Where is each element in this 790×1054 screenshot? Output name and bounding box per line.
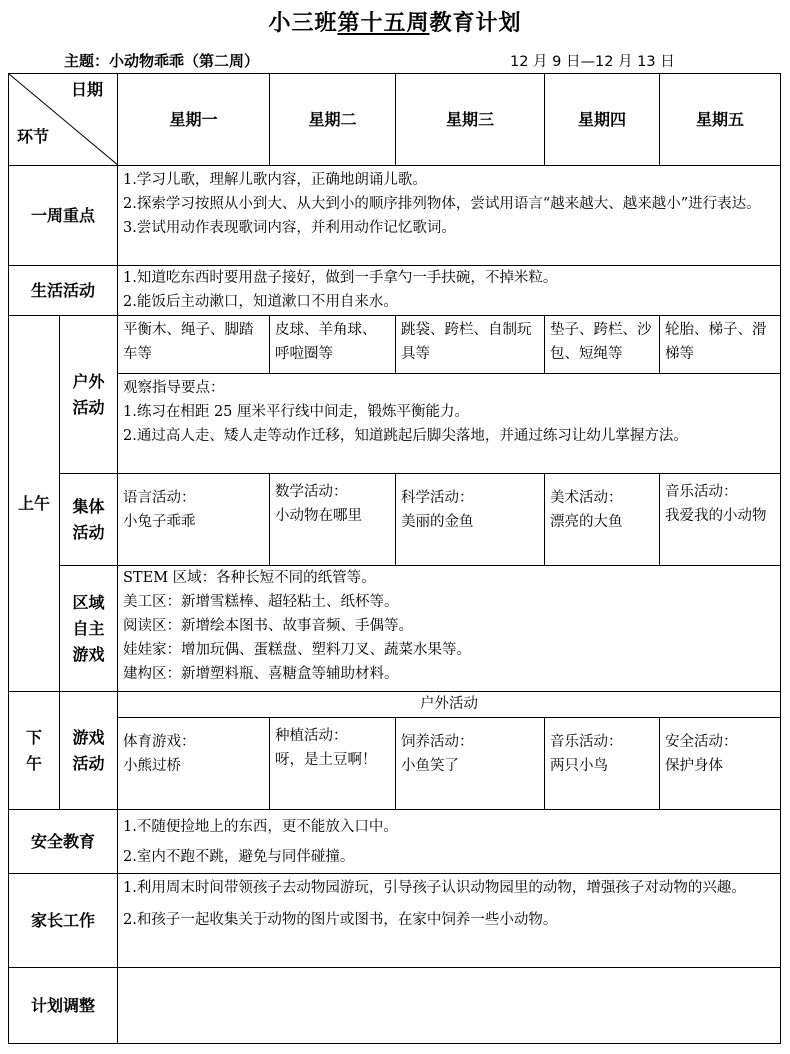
morning-label: 上午 [9,316,60,692]
activity-name: 我爱我的小动物 [665,508,767,524]
adjust-content[interactable] [118,968,781,1044]
weekly-focus-label: 一周重点 [9,166,118,266]
group-activity-friday [660,474,781,566]
parents-content [118,874,781,968]
games-banner: 户外活动 [118,692,781,718]
page-title [0,6,790,37]
day-thursday: 星期四 [545,74,660,166]
activity-name: 保护身体 [665,758,723,774]
areas-content [118,566,781,692]
life-row [9,266,781,316]
area-line: STEM 区域：各种长短不同的纸管等。 [123,570,376,586]
outdoor-guidance-row [9,374,781,474]
guidance-line: 2.通过高人走、矮人走等动作迁移，知道跳起后脚尖落地，并通过练习让幼儿掌握方法。 [123,428,688,444]
game-wednesday [396,718,545,810]
day-tuesday: 星期二 [270,74,396,166]
weekly-focus-row [9,166,781,266]
afternoon-games-row [9,718,781,810]
safety-content [118,810,781,874]
activity-type: 音乐活动： [550,734,623,750]
weekly-focus-line: 3.尝试用动作表现歌词内容，并利用动作记忆歌词。 [123,220,456,236]
activity-name: 小兔子乖乖 [123,514,196,530]
theme-text: 主题：小动物乖乖（第二周） [64,52,260,70]
activity-name: 美丽的金鱼 [401,514,474,530]
activity-type: 种植活动： [275,728,348,744]
activity-type: 饲养活动： [401,734,474,750]
guidance-content [118,374,781,474]
date-range: 12 月 9 日—12 月 13 日 [510,54,675,70]
area-line: 美工区：新增雪糕棒、超轻粘土、纸杯等。 [123,594,399,610]
corner-date-label: 日期 [70,80,103,99]
equipment-monday: 平衡木、绳子、脚踏车等 [118,316,270,374]
activity-name: 小熊过桥 [123,758,181,774]
group-activity-thursday [545,474,660,566]
weekly-focus-content [118,166,781,266]
group-activity-wednesday [396,474,545,566]
game-thursday [545,718,660,810]
safety-line: 2.室内不跑不跳，避免与同伴碰撞。 [123,849,355,865]
activity-type: 美术活动： [550,490,623,506]
day-monday: 星期一 [118,74,270,166]
title-class: 小三班 [268,10,338,36]
weekly-focus-line: 2.探索学习按照从小到大、从大到小的顺序排列物体，尝试用语言“越来越大、越来越小”进行表达。 [123,196,761,212]
activity-type: 安全活动： [665,734,738,750]
games-label [60,692,118,810]
outdoor-label-text: 户外活动 [72,371,105,417]
afternoon-label-text: 下午 [25,727,42,773]
safety-row [9,810,781,874]
game-tuesday [270,718,396,810]
game-friday [660,718,781,810]
activity-name: 小鱼笑了 [401,758,459,774]
plan-table [8,73,781,1044]
adjust-row [9,968,781,1044]
activity-type: 数学活动： [275,484,348,500]
area-line: 阅读区：新增绘本图书、故事音频、手偶等。 [123,618,413,634]
area-line: 建构区：新增塑料瓶、喜糖盒等辅助材料。 [123,666,399,682]
activity-type: 体育游戏： [123,734,196,750]
activity-name: 小动物在哪里 [275,508,362,524]
activity-type: 音乐活动： [665,484,738,500]
safety-line: 1.不随便捡地上的东西，更不能放入口中。 [123,819,398,835]
equipment-tuesday: 皮球、羊角球、呼啦圈等 [270,316,396,374]
activity-name: 两只小鸟 [550,758,608,774]
header-row [9,74,781,166]
group-label-text: 集体活动 [72,496,105,542]
day-friday: 星期五 [660,74,781,166]
title-week: 第十五周 [337,10,430,36]
corner-segment-label: 环节 [17,127,50,146]
parents-line: 2.和孩子一起收集关于动物的图片或图书，在家中饲养一些小动物。 [123,912,558,928]
corner-cell [9,74,118,166]
activity-type: 科学活动： [401,490,474,506]
group-activity-monday [118,474,270,566]
adjust-label: 计划调整 [9,968,118,1044]
areas-label [60,566,118,692]
life-line: 2.能饭后主动漱口，知道漱口不用自来水。 [123,294,398,310]
activity-type: 语言活动： [123,490,196,506]
life-content [118,266,781,316]
title-plan: 教育计划 [429,10,522,36]
guidance-line: 观察指导要点： [123,380,225,396]
equipment-friday: 轮胎、梯子、滑梯等 [660,316,781,374]
subtitle-line [0,50,790,72]
game-monday [118,718,270,810]
activity-name: 漂亮的大鱼 [550,514,623,530]
activity-name: 呀，是土豆啊！ [275,752,377,768]
group-activity-tuesday [270,474,396,566]
safety-label: 安全教育 [9,810,118,874]
day-wednesday: 星期三 [396,74,545,166]
guidance-line: 1.练习在相距 25 厘米平行线中间走，锻炼平衡能力。 [123,404,470,420]
areas-label-text: 区域自主游戏 [72,592,105,664]
life-label: 生活活动 [9,266,118,316]
afternoon-banner-row [9,692,781,718]
equipment-thursday: 垫子、跨栏、沙包、短绳等 [545,316,660,374]
outdoor-equipment-row [9,316,781,374]
parents-row [9,874,781,968]
games-label-text: 游戏活动 [72,727,105,773]
afternoon-label [9,692,60,810]
group-label [60,474,118,566]
outdoor-label [60,316,118,474]
parents-label: 家长工作 [9,874,118,968]
area-line: 娃娃家：增加玩偶、蛋糕盘、塑料刀叉、蔬菜水果等。 [123,642,471,658]
equipment-wednesday: 跳袋、跨栏、自制玩具等 [396,316,545,374]
weekly-focus-line: 1.学习儿歌，理解儿歌内容，正确地朗诵儿歌。 [123,172,427,188]
parents-line: 1.利用周末时间带领孩子去动物园游玩，引导孩子认识动物园里的动物，增强孩子对动物的兴趣。 [123,880,746,896]
life-line: 1.知道吃东西时要用盘子接好，做到一手拿勺一手扶碗，不掉米粒。 [123,270,558,286]
group-activity-row [9,474,781,566]
area-games-row [9,566,781,692]
